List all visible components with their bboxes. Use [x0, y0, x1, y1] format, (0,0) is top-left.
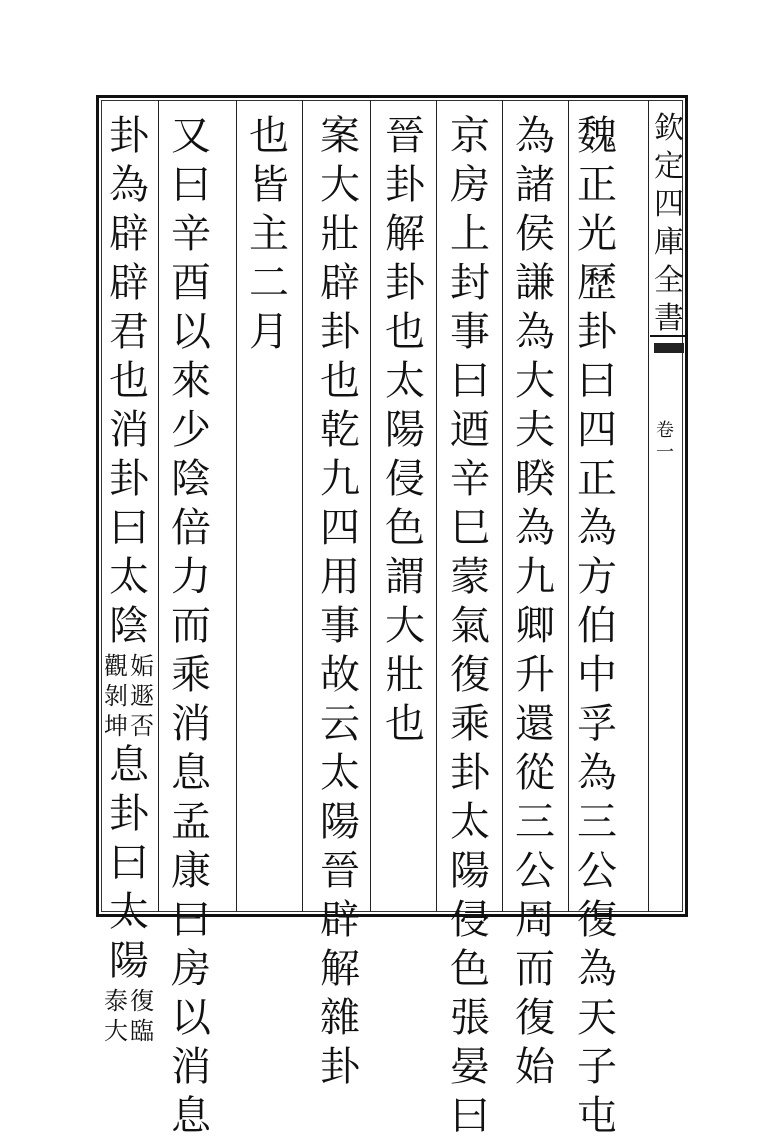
glyph: 壯: [320, 211, 360, 257]
glyph: 雜: [320, 995, 360, 1041]
glyph: 復: [130, 987, 154, 1015]
glyph: 歷: [577, 260, 617, 306]
glyph: 息: [171, 1093, 211, 1139]
glyph: 欽: [654, 111, 684, 146]
glyph: 三: [515, 799, 555, 845]
glyph: 屯: [577, 1093, 617, 1139]
glyph: 晏: [450, 1044, 490, 1090]
glyph: 大: [320, 162, 360, 208]
glyph: 太: [450, 799, 490, 845]
glyph: 辟: [109, 211, 149, 257]
text-column-2: [510, 112, 560, 1092]
glyph: 侵: [450, 897, 490, 943]
glyph: 力: [171, 554, 211, 600]
column-rule: [436, 100, 437, 912]
interlinear-note: [104, 651, 154, 741]
glyph: 又: [171, 113, 211, 159]
glyph: 卦: [577, 309, 617, 355]
glyph: 案: [320, 113, 360, 159]
glyph: 云: [320, 701, 360, 747]
text-column-4: [380, 112, 430, 749]
glyph: 曰: [171, 162, 211, 208]
glyph: 天: [577, 995, 617, 1041]
glyph: 卦: [385, 162, 425, 208]
glyph: 剝: [104, 682, 128, 710]
glyph: 太: [109, 554, 149, 600]
glyph: 四: [654, 187, 684, 222]
glyph: 全: [654, 263, 684, 298]
fish-tail-mark: [654, 343, 684, 353]
glyph: 倍: [171, 505, 211, 551]
glyph: 還: [515, 701, 555, 747]
glyph: 辟: [320, 897, 360, 943]
glyph: 乘: [171, 652, 211, 698]
glyph: 孟: [171, 799, 211, 845]
column-rule: [648, 100, 649, 912]
glyph: 卦: [385, 260, 425, 306]
glyph: 用: [320, 554, 360, 600]
glyph: 正: [577, 162, 617, 208]
glyph: 為: [577, 750, 617, 796]
glyph: 也: [385, 309, 425, 355]
glyph: 太: [385, 358, 425, 404]
column-rule: [568, 100, 569, 912]
glyph: 酉: [171, 260, 211, 306]
glyph: 光: [577, 211, 617, 257]
glyph: 九: [320, 456, 360, 502]
glyph: 卦: [109, 456, 149, 502]
glyph: 而: [515, 946, 555, 992]
glyph: 辟: [109, 260, 149, 306]
glyph: 辛: [171, 211, 211, 257]
text-column-8: [104, 112, 154, 1046]
glyph: 中: [577, 652, 617, 698]
glyph: 解: [385, 211, 425, 257]
glyph: 否: [130, 712, 154, 740]
glyph: 而: [171, 603, 211, 649]
text-column-3: [445, 112, 495, 1141]
glyph: 為: [515, 309, 555, 355]
glyph: 陽: [385, 407, 425, 453]
column-text: [445, 112, 495, 1141]
glyph: 公: [515, 848, 555, 894]
glyph: 卦: [109, 113, 149, 159]
glyph: 解: [320, 946, 360, 992]
glyph: 曰: [109, 505, 149, 551]
glyph: 復: [450, 652, 490, 698]
glyph: 卦: [109, 791, 149, 837]
glyph: 為: [577, 946, 617, 992]
column-rule: [236, 100, 237, 912]
glyph: 氣: [450, 603, 490, 649]
glyph: 辟: [320, 260, 360, 306]
glyph: 三: [577, 799, 617, 845]
column-text: [166, 112, 216, 1141]
glyph: 乾: [320, 407, 360, 453]
glyph: 復: [515, 995, 555, 1041]
column-text: [380, 112, 430, 749]
glyph: 陰: [109, 603, 149, 649]
glyph: 坤: [104, 712, 128, 740]
glyph: 公: [577, 848, 617, 894]
glyph: 曰: [577, 358, 617, 404]
glyph: 卦: [320, 309, 360, 355]
glyph: 封: [450, 260, 490, 306]
glyph: 陰: [171, 456, 211, 502]
glyph: 從: [515, 750, 555, 796]
glyph: 睽: [515, 456, 555, 502]
note-left-line: [103, 986, 129, 1046]
glyph: 辛: [450, 456, 490, 502]
glyph: 太: [109, 889, 149, 935]
glyph: 大: [385, 603, 425, 649]
glyph: 復: [577, 897, 617, 943]
glyph: 侵: [385, 456, 425, 502]
glyph: 曰: [171, 897, 211, 943]
glyph: 為: [515, 113, 555, 159]
glyph: 周: [515, 897, 555, 943]
glyph: 消: [171, 701, 211, 747]
note-right-line: [129, 651, 155, 741]
glyph: 張: [450, 995, 490, 1041]
note-left-line: [103, 651, 129, 741]
column-rule: [158, 100, 159, 912]
glyph: 曰: [109, 840, 149, 886]
glyph: 息: [171, 750, 211, 796]
glyph: 陽: [320, 799, 360, 845]
glyph: 曰: [450, 358, 490, 404]
glyph: 大: [515, 358, 555, 404]
glyph: 蒙: [450, 554, 490, 600]
glyph: 觀: [104, 652, 128, 680]
glyph: 卦: [450, 750, 490, 796]
glyph: 謙: [515, 260, 555, 306]
glyph: 事: [450, 309, 490, 355]
text-column-5: [315, 112, 365, 1092]
glyph: 主: [249, 211, 289, 257]
margin-divider: [650, 335, 688, 337]
glyph: 乘: [450, 701, 490, 747]
glyph: 子: [577, 1044, 617, 1090]
glyph: 消: [109, 407, 149, 453]
glyph: 事: [320, 603, 360, 649]
glyph: 孚: [577, 701, 617, 747]
glyph: 四: [320, 505, 360, 551]
glyph: 二: [249, 260, 289, 306]
glyph: 色: [385, 505, 425, 551]
glyph: 侯: [515, 211, 555, 257]
interlinear-note: [104, 986, 154, 1046]
glyph: 正: [577, 456, 617, 502]
glyph: 壯: [385, 652, 425, 698]
text-column-7: [166, 112, 216, 1141]
glyph: 迺: [450, 407, 490, 453]
column-rule: [302, 100, 303, 912]
glyph: 陽: [450, 848, 490, 894]
glyph: 遯: [130, 682, 154, 710]
glyph: 消: [171, 1044, 211, 1090]
column-text: [244, 112, 294, 357]
glyph: 為: [515, 505, 555, 551]
glyph: 皆: [249, 162, 289, 208]
glyph: 故: [320, 652, 360, 698]
glyph: 房: [171, 946, 211, 992]
glyph: 定: [654, 149, 684, 184]
glyph: 升: [515, 652, 555, 698]
column-text: [315, 112, 365, 1092]
glyph: 為: [109, 162, 149, 208]
glyph: 卦: [320, 1044, 360, 1090]
glyph: 息: [109, 742, 149, 788]
glyph: 謂: [385, 554, 425, 600]
glyph: 上: [450, 211, 490, 257]
glyph: 以: [171, 995, 211, 1041]
glyph: 姤: [130, 652, 154, 680]
glyph: 晉: [320, 848, 360, 894]
glyph: 為: [577, 505, 617, 551]
book-title: [650, 110, 688, 338]
glyph: 以: [171, 309, 211, 355]
glyph: 諸: [515, 162, 555, 208]
volume-number: [656, 420, 674, 464]
glyph: 晉: [385, 113, 425, 159]
glyph: 九: [515, 554, 555, 600]
glyph: 庫: [654, 225, 684, 260]
glyph: 少: [171, 407, 211, 453]
glyph: 色: [450, 946, 490, 992]
glyph: 也: [385, 701, 425, 747]
glyph: 大: [104, 1017, 128, 1045]
column-rule: [370, 100, 371, 912]
glyph: 也: [320, 358, 360, 404]
glyph: 曰: [450, 1093, 490, 1139]
glyph: 臨: [130, 1017, 154, 1045]
glyph: 也: [109, 358, 149, 404]
glyph: 泰: [104, 987, 128, 1015]
glyph: 始: [515, 1044, 555, 1090]
glyph: 魏: [577, 113, 617, 159]
glyph: 卿: [515, 603, 555, 649]
text-column-6: [244, 112, 294, 357]
glyph: 來: [171, 358, 211, 404]
glyph: 卷: [656, 420, 674, 441]
column-rule: [502, 100, 503, 912]
glyph: 四: [577, 407, 617, 453]
note-right-line: [129, 986, 155, 1046]
glyph: 巳: [450, 505, 490, 551]
glyph: 夫: [515, 407, 555, 453]
glyph: 康: [171, 848, 211, 894]
block-margin: [650, 100, 688, 912]
text-column-1: [572, 112, 622, 1141]
glyph: 君: [109, 309, 149, 355]
glyph: 太: [320, 750, 360, 796]
glyph: 方: [577, 554, 617, 600]
glyph: 房: [450, 162, 490, 208]
glyph: 京: [450, 113, 490, 159]
glyph: 陽: [109, 938, 149, 984]
glyph: 伯: [577, 603, 617, 649]
glyph: 月: [249, 309, 289, 355]
glyph: 書: [654, 301, 684, 336]
column-text: [572, 112, 622, 1141]
column-text: [510, 112, 560, 1092]
glyph: 一: [656, 442, 674, 463]
glyph: 也: [249, 113, 289, 159]
